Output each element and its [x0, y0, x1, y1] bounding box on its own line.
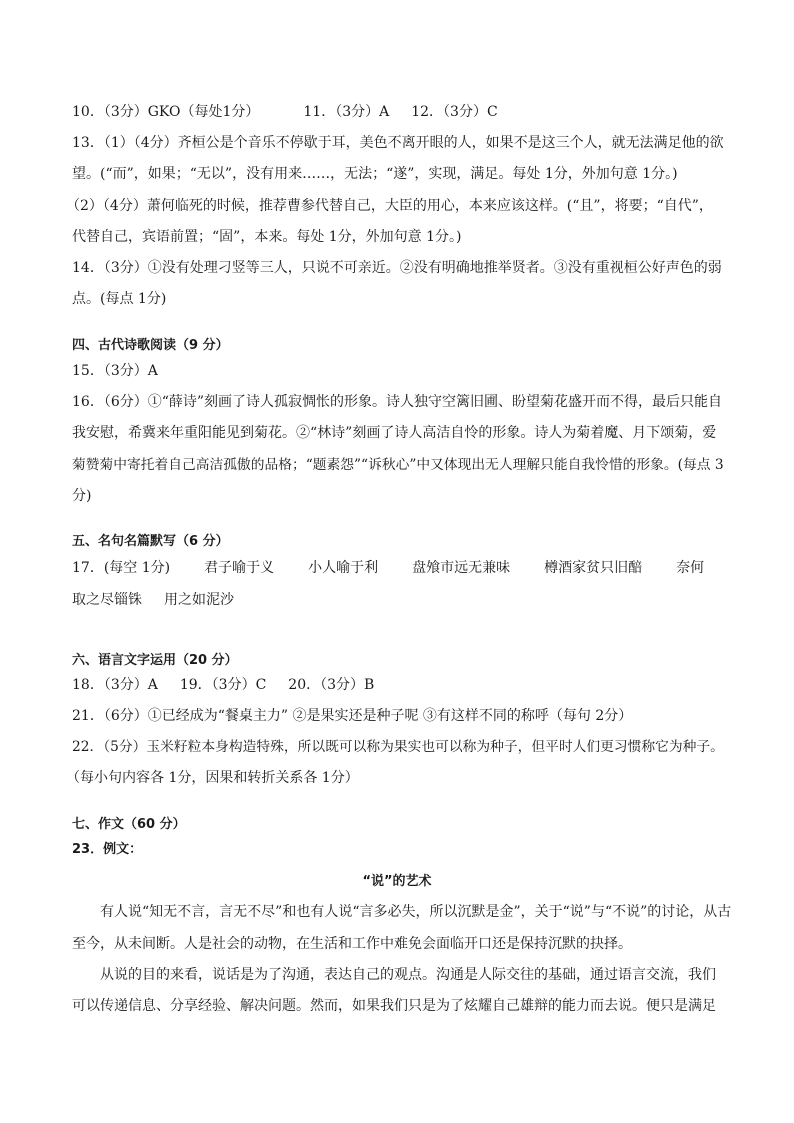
- answer-q18: 18．（3分）A: [72, 677, 158, 693]
- answer-q13-line-4: 代替自己，宾语前置；“固”，本来。每处 1分，外加句意 1分。): [72, 229, 462, 245]
- answer-q14-line-1: 14．（3分）①没有处理刁竖等三人，只说不可亲近。②没有明确地推举贤者。③没有重视桓公好声色的弱: [72, 260, 722, 276]
- answer-q13-line-3: （2）（4分）萧何临死的时候，推荐曹参代替自己，大臣的用心，本来应该这样。(“且”，将要；“自代”，: [66, 198, 713, 214]
- answer-q17-blank-6: 用之如泥沙: [164, 592, 234, 608]
- answer-q22-line-1: 22．（5分）玉米籽粒本身构造特殊，所以既可以称为果实也可以称为种子，但平时人们更习惯称它为种子。: [72, 739, 724, 755]
- answer-q20: 20．（3分）B: [288, 677, 375, 693]
- essay-paragraph-2-line-1: 从说的目的来看，说话是为了沟通，表达自己的观点。沟通是人际交往的基础，通过语言交流，我们: [100, 967, 716, 983]
- answer-q14-line-2: 点。(每点 1分): [72, 291, 167, 307]
- answer-q17-blank-1: 君子喻于义: [204, 560, 275, 576]
- answer-q17-line-1: [72, 558, 732, 578]
- answer-q13-line-1: 13．（1）（4分）齐桓公是个音乐不停歇于耳，美色不离开眼的人，如果不是这三个人，就无法满足他的欲: [72, 135, 724, 151]
- essay-title: “说”的艺术: [362, 874, 432, 889]
- answer-q16-line-4: 分): [72, 488, 92, 504]
- section-heading-essay: 七、作文（60 分）: [72, 817, 186, 832]
- answer-q10: 10．（3分）GKO（每处1分）: [72, 104, 260, 120]
- answer-q17-line-2: [72, 590, 732, 610]
- answer-q23-label: 23．例文：: [72, 842, 143, 857]
- answer-q17-blank-2: 小人喻于利: [308, 560, 379, 576]
- answer-line-q18-20: [72, 675, 732, 695]
- answer-q17-blank-3: 盘飧市远无兼味: [412, 560, 511, 576]
- answer-q22-line-2: （每小句内容各 1分，因果和转折关系各 1分）: [66, 770, 359, 786]
- section-heading-poetry: 四、古代诗歌阅读（9 分）: [72, 338, 229, 353]
- section-heading-language: 六、语言文字运用（20 分）: [72, 653, 238, 668]
- answer-q13-line-2: 望。(“而”，如果；“无以”，没有用来……，无法；“遂”，实现，满足。每处 1分，外加句意 1分。): [72, 166, 678, 182]
- essay-paragraph-2-line-2: 可以传递信息、分享经验、解决问题。然而，如果我们只是为了炫耀自己雄辩的能力而去说。便只是满足: [72, 998, 716, 1014]
- essay-paragraph-1-line-1: 有人说“知无不言，言无不尽”和也有人说“言多必失，所以沉默是金”，关于“说”与“不说”的讨论，从古: [100, 904, 732, 920]
- answer-q16-line-1: 16．（6分）①“薛诗”刻画了诗人孤寂惆怅的形象。诗人独守空篱旧圃、盼望菊花盛开而不得，最后只能自: [72, 394, 723, 410]
- answer-q15: 15．（3分）A: [72, 363, 158, 379]
- answer-q16-line-2: 我安慰，希冀来年重阳能见到菊花。②“林诗”刻画了诗人高洁自怜的形象。诗人为菊着魔、月下颂菊，爱: [72, 425, 717, 441]
- answer-q11: 11．（3分）A: [303, 104, 390, 120]
- answer-q12: 12．（3分）C: [411, 104, 498, 120]
- answer-line-q10-12: [72, 102, 732, 122]
- answer-q17-blank-5b: 取之尽锱铢: [72, 592, 142, 608]
- answer-q17-blank-5a: 奈何: [676, 560, 705, 576]
- essay-paragraph-1-line-2: 至今，从未间断。人是社会的动物，在生活和工作中难免会面临开口还是保持沉默的抉择。: [72, 936, 632, 952]
- answer-q17-blank-4: 樽酒家贫只旧醅: [544, 560, 643, 576]
- answer-q16-line-3: 菊赞菊中寄托着自己高洁孤傲的品格；“题素怨”“诉秋心”中又体现出无人理解只能自我怜惜的形象。(每点 3: [72, 457, 724, 473]
- answer-q17-prefix: 17．(每空 1分): [72, 560, 171, 576]
- section-heading-dictation: 五、名句名篇默写（6 分）: [72, 534, 229, 549]
- answer-q19: 19．（3分）C: [179, 677, 267, 693]
- answer-q21: 21．（6分）①已经成为“餐桌主力” ②是果实还是种子呢 ③有这样不同的称呼（每句 2分）: [72, 708, 633, 724]
